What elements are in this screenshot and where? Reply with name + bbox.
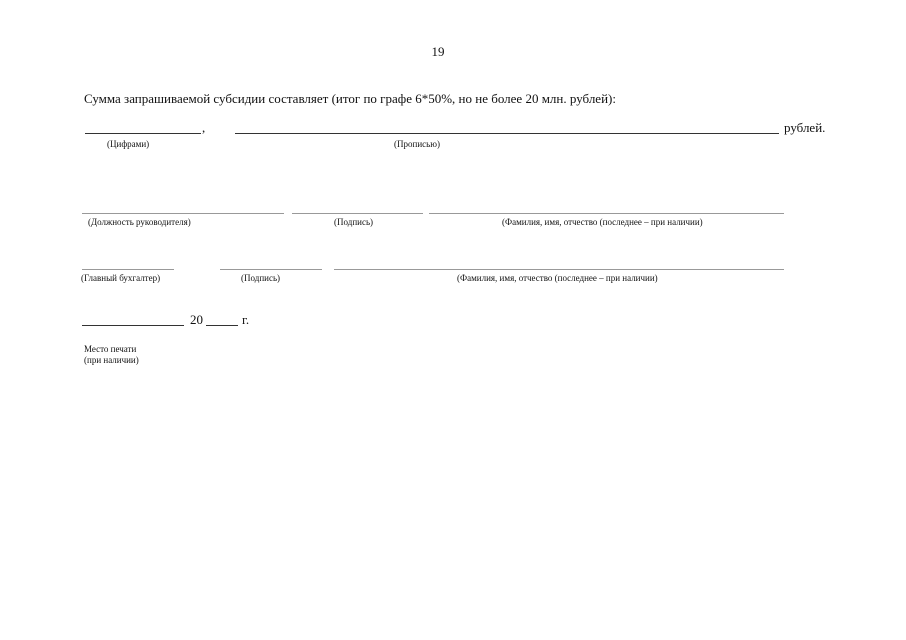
director-name-line [429,213,784,214]
director-position-caption: (Должность руководителя) [88,217,191,227]
amount-currency-suffix: рублей. [784,120,826,135]
date-century: 20 [190,312,203,327]
date-day-month-line [82,325,184,326]
accountant-name-caption: (Фамилия, имя, отчество (последнее – при наличии) [457,273,658,283]
stamp-if-available-label: (при наличии) [84,355,139,365]
stamp-place-label: Место печати [84,344,137,354]
accountant-signature-caption: (Подпись) [241,273,281,283]
amount-words-line [235,133,779,134]
accountant-role-line [82,269,174,270]
director-signature-caption: (Подпись) [334,217,374,227]
accountant-signature-line [220,269,322,270]
director-signature-line [292,213,423,214]
director-name-caption: (Фамилия, имя, отчество (последнее – при наличии) [502,217,703,227]
page-number: 19 [431,44,445,59]
amount-comma: , [202,120,206,135]
accountant-role-caption: (Главный бухгалтер) [81,273,161,283]
director-position-line [82,213,284,214]
date-year-suffix: г. [242,312,250,327]
date-year-line [206,325,238,326]
amount-words-caption: (Прописью) [394,139,440,149]
accountant-name-line [334,269,784,270]
subsidy-amount-statement: Сумма запрашиваемой субсидии составляет (итог по графе 6*50%, но не более 20 млн. рублей): [84,91,616,106]
amount-digits-caption: (Цифрами) [107,139,150,149]
amount-digits-line [85,133,201,134]
